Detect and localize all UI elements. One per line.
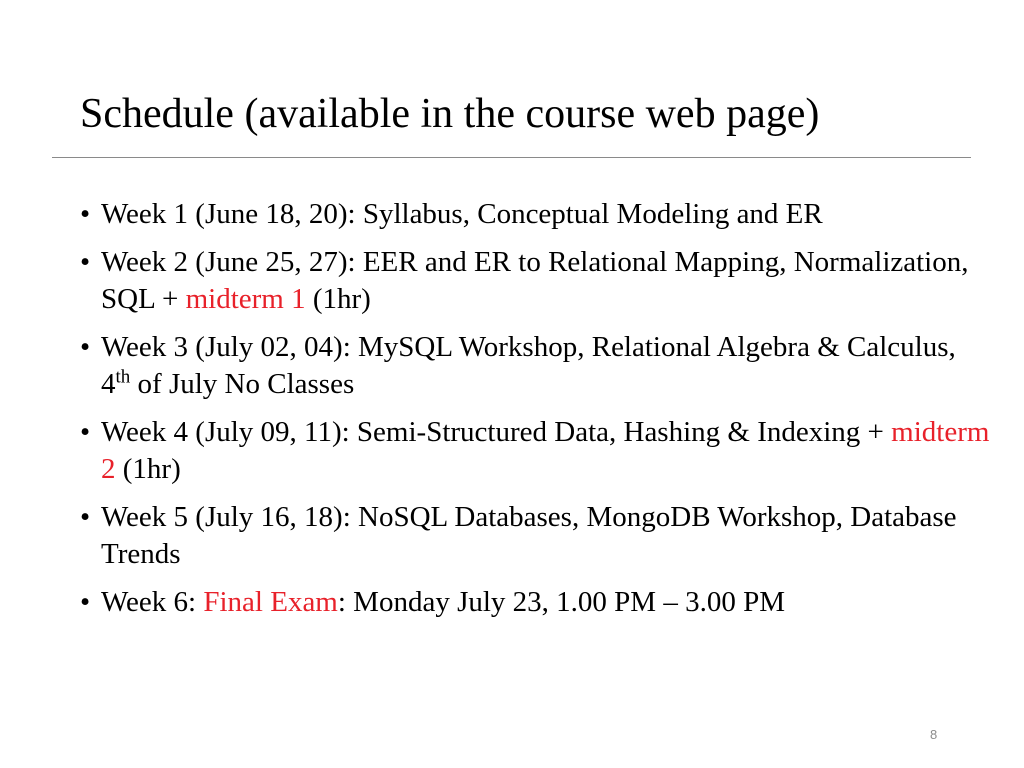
bullet-icon: • xyxy=(80,586,91,618)
bullet-text-end: (1hr) xyxy=(115,453,181,485)
bullet-icon: • xyxy=(80,331,91,363)
bullet-text: Week 3 (July 02, 04): MySQL Workshop, Relational Algebra & Calculus, 4 xyxy=(101,331,956,400)
bullet-text: Week 5 (July 16, 18): NoSQL Databases, MongoDB Workshop, Database Trends xyxy=(101,501,957,570)
ordinal-superscript: th xyxy=(115,366,131,388)
bullet-text: Week 1 (June 18, 20): Syllabus, Conceptual Modeling and ER xyxy=(101,198,823,230)
bullet-text: Week 4 (July 09, 11): Semi-Structured Data, Hashing & Indexing + xyxy=(101,416,892,448)
list-item-week-5 xyxy=(80,499,990,573)
bullet-text-end: : Monday July 23, 1.00 PM – 3.00 PM xyxy=(337,586,786,618)
bullet-icon: • xyxy=(80,501,91,533)
page-number: 8 xyxy=(930,727,938,742)
slide-title: Schedule (available in the course web page) xyxy=(80,91,820,137)
list-item-week-3 xyxy=(80,329,990,403)
list-item-week-6 xyxy=(80,584,990,621)
bullet-text-end: (1hr) xyxy=(305,283,371,315)
bullet-text: Week 2 (June 25, 27): EER and ER to Relational Mapping, Normalization, SQL + xyxy=(101,246,969,315)
midterm-2-highlight: midterm 2 xyxy=(101,416,990,485)
midterm-1-highlight: midterm 1 xyxy=(185,283,306,315)
list-item-week-1 xyxy=(80,196,990,233)
list-item-week-2 xyxy=(80,244,990,318)
bullet-icon: • xyxy=(80,198,91,230)
bullet-text: Week 6: xyxy=(101,586,204,618)
bullet-icon: • xyxy=(80,416,91,448)
list-item-week-4 xyxy=(80,414,990,488)
final-exam-highlight: Final Exam xyxy=(203,586,338,618)
title-divider xyxy=(52,157,971,158)
schedule-list xyxy=(80,196,990,632)
bullet-text-end: of July No Classes xyxy=(130,368,355,400)
bullet-icon: • xyxy=(80,246,91,278)
